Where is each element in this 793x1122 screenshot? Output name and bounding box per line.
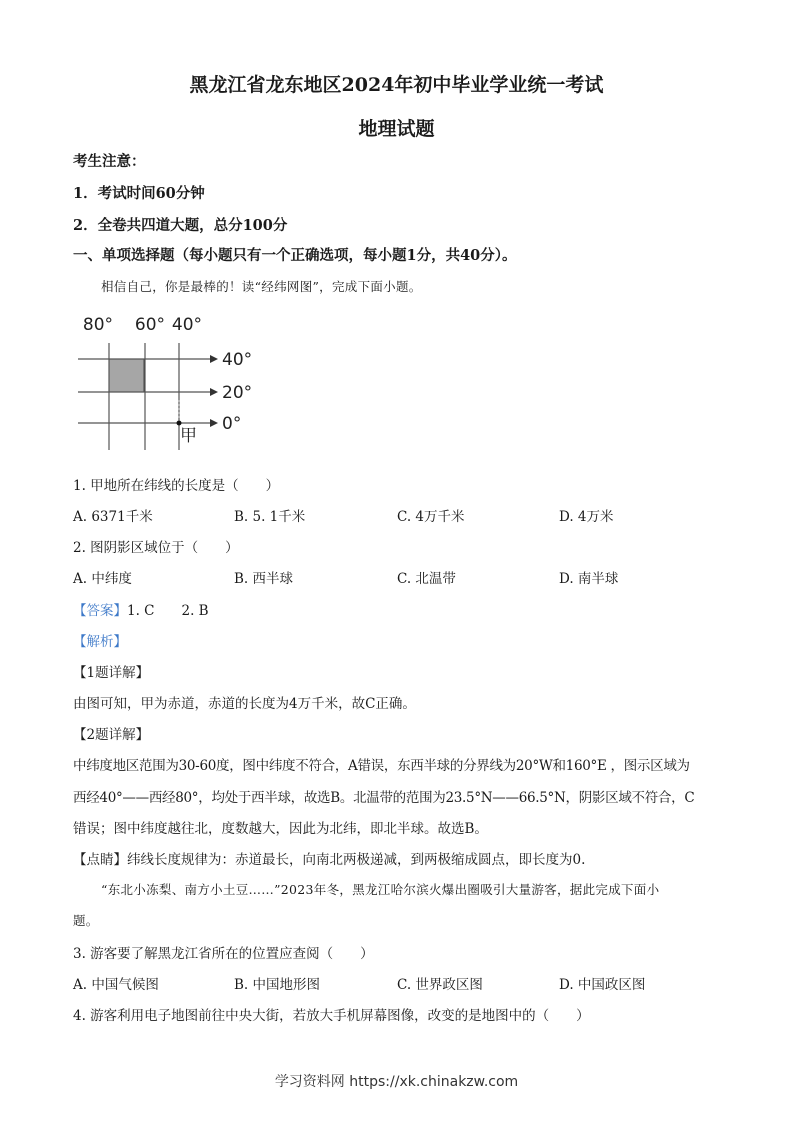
exam-title: 黑龙江省龙东地区2024年初中毕业学业统一考试 xyxy=(189,74,604,96)
lat-label-20: 20° xyxy=(222,383,253,403)
detail-2-line-3: 错误；图中纬度越往北，度数越大，因此为北纬，即北半球。故选B。 xyxy=(73,821,488,837)
detail-1-heading: 【1题详解】 xyxy=(73,665,150,681)
q1-option-d: D. 4万米 xyxy=(559,509,614,525)
tip-line xyxy=(73,848,585,868)
q3-stem: 3. 游客要了解黑龙江省所在的位置应查阅（ ） xyxy=(73,946,374,962)
notice-heading: 考生注意： xyxy=(73,153,146,170)
q2-stem: 2. 图阴影区域位于（ ） xyxy=(73,540,239,556)
detail-2-heading: 【2题详解】 xyxy=(73,727,150,743)
lat-lon-grid-figure xyxy=(70,305,270,455)
q2-option-b: B. 西半球 xyxy=(234,571,294,587)
detail-2-line-1: 中纬度地区范围为30-60度，图中纬度不符合，A错误，东西半球的分界线为20°W和160°E ，图示区域为 xyxy=(73,758,690,774)
q3-option-b: B. 中国地形图 xyxy=(234,977,321,993)
tip-text: 纬线长度规律为：赤道最长，向南北两极递减，到两极缩成圆点，即长度为0. xyxy=(127,852,586,868)
lat-label-0: 0° xyxy=(222,414,242,434)
q3-option-d: D. 中国政区图 xyxy=(559,977,646,993)
detail-1-text: 由图可知，甲为赤道，赤道的长度为4万千米，故C正确。 xyxy=(73,696,416,712)
section-2-intro-line-2: 题。 xyxy=(73,913,99,928)
page-footer-link[interactable]: 学习资料网 https://xk.chinakzw.com xyxy=(274,1074,519,1090)
q3-option-a: A. 中国气候图 xyxy=(73,977,159,993)
q1-option-b: B. 5. 1千米 xyxy=(234,509,306,525)
exam-subtitle: 地理试题 xyxy=(358,118,435,140)
point-jia-marker xyxy=(177,421,182,426)
answer-text: 1. C 2. B xyxy=(127,603,209,619)
lon-label-80: 80° xyxy=(82,315,114,335)
analysis-label: 【解析】 xyxy=(73,634,127,650)
lat-label-40: 40° xyxy=(222,350,253,370)
q2-option-c: C. 北温带 xyxy=(397,571,456,587)
q1-option-a: A. 6371千米 xyxy=(73,509,153,525)
section-1-heading: 一、单项选择题（每小题只有一个正确选项，每小题1分，共40分）。 xyxy=(73,247,517,264)
shaded-region xyxy=(109,359,144,392)
section-2-intro-line-1: “东北小冻梨、南方小土豆……”2023年冬，黑龙江哈尔滨火爆出圈吸引大量游客，据此完成下面小 xyxy=(101,882,660,897)
point-jia-label: 甲 xyxy=(180,426,197,446)
q1-stem: 1. 甲地所在纬线的长度是（ ） xyxy=(73,478,280,494)
lon-label-40: 40° xyxy=(171,315,203,335)
notice-item-1: 1．考试时间60分钟 xyxy=(73,185,205,202)
q2-option-a: A. 中纬度 xyxy=(73,571,132,587)
answer-line xyxy=(73,599,209,619)
section-1-intro: 相信自己，你是最棒的！读“经纬网图”，完成下面小题。 xyxy=(101,279,422,294)
detail-2-line-2: 西经40°——西经80°，均处于西半球，故选B。北温带的范围为23.5°N——66.5°N，阴影区域不符合，C xyxy=(73,790,695,806)
lon-label-60: 60° xyxy=(134,315,166,335)
q1-option-c: C. 4万千米 xyxy=(397,509,465,525)
answer-label: 【答案】 xyxy=(73,603,127,619)
tip-label: 【点睛】 xyxy=(73,852,127,868)
q4-stem: 4. 游客利用电子地图前往中央大街，若放大手机屏幕图像，改变的是地图中的（ ） xyxy=(73,1008,590,1024)
q2-option-d: D. 南半球 xyxy=(559,571,619,587)
q3-option-c: C. 世界政区图 xyxy=(397,977,483,993)
notice-item-2: 2．全卷共四道大题，总分100分 xyxy=(73,217,288,234)
